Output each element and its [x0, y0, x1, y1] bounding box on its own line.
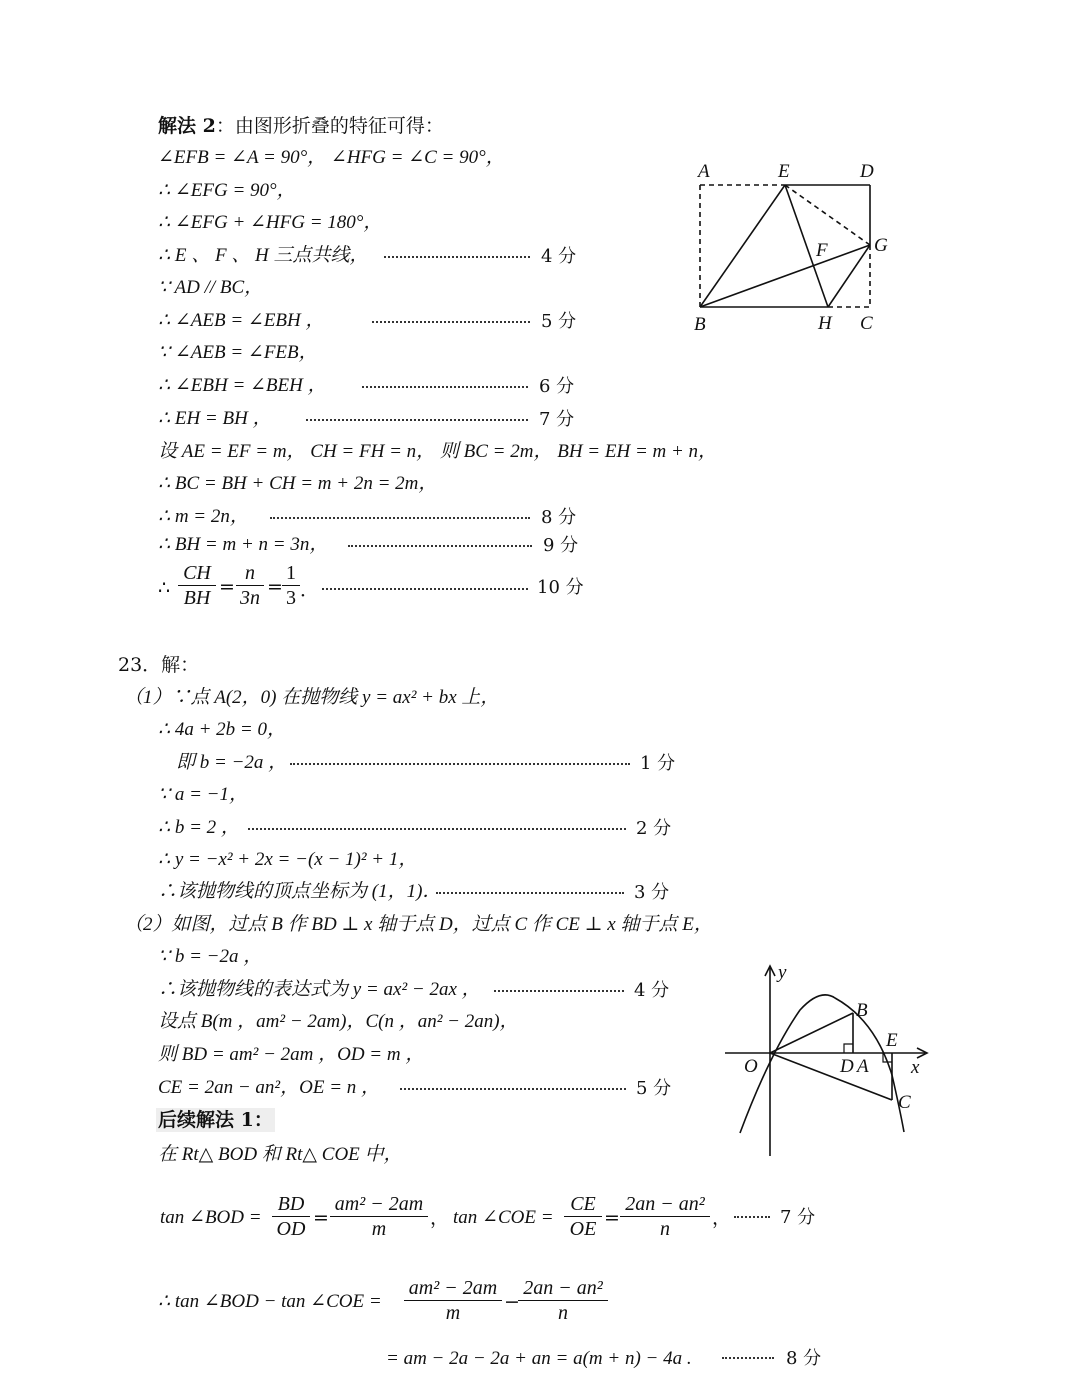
edge-be	[700, 185, 785, 307]
followup-title: 后续解法 1：	[158, 1109, 273, 1131]
q23-p2-line-3: ∴该抛物线的表达式为 y = ax² − 2ax ，	[158, 979, 481, 1000]
tan-coe-label: tan ∠COE =	[453, 1207, 554, 1228]
fraction-n-3n	[236, 561, 264, 610]
score: 5 分	[636, 1078, 672, 1099]
score: 4 分	[541, 246, 577, 267]
leader-dots	[270, 517, 530, 519]
parabola-curve	[740, 995, 904, 1133]
method2-intro: ：由图形折叠的特征可得：	[215, 115, 444, 137]
label-g: G	[874, 235, 888, 256]
final-simplification: = am − 2a − 2a + an = a(m + n) − 4a .	[386, 1348, 692, 1369]
leader-dots	[494, 990, 624, 992]
label-f: F	[816, 240, 828, 261]
leader-dots	[384, 256, 530, 258]
score: 2 分	[636, 818, 672, 839]
m2-line-2: ∴ ∠EFG = 90°，	[158, 180, 296, 201]
q23-p1-line-4: ∵ a = −1，	[158, 784, 248, 805]
q23-p1-line-7: ∴该抛物线的顶点坐标为 (1，1)．	[158, 881, 442, 902]
q23-p1-line-1: （1）∵点 A(2，0) 在抛物线 y = ax² + bx 上，	[124, 687, 500, 708]
label-a: A	[857, 1056, 869, 1077]
score: 3 分	[634, 882, 670, 903]
numerator: CE	[564, 1192, 602, 1217]
edge-hg	[828, 245, 870, 307]
fraction-bod-value	[330, 1192, 428, 1241]
label-o: O	[744, 1056, 758, 1077]
fraction-diff-1	[404, 1276, 502, 1325]
fraction-1-3	[282, 561, 300, 610]
method2-heading	[158, 114, 444, 138]
numerator: 1	[282, 561, 300, 586]
q23-header: 23．解：	[118, 654, 200, 676]
m2-line-9: ∴ EH = BH ，	[158, 408, 272, 429]
leader-dots	[248, 828, 626, 830]
label-d: D	[860, 161, 874, 182]
leader-dots	[372, 321, 530, 323]
score: 6 分	[539, 376, 575, 397]
equals: =	[604, 1207, 620, 1229]
numerator: 2an − an²	[620, 1192, 710, 1217]
score: 5 分	[541, 311, 577, 332]
leader-dots	[290, 763, 630, 765]
fraction-ch-bh	[178, 561, 216, 610]
leader-dots	[362, 386, 528, 388]
leader-dots	[734, 1216, 770, 1218]
denominator: OE	[569, 1218, 597, 1240]
denominator: BH	[183, 587, 211, 609]
denominator: n	[558, 1302, 568, 1324]
score: 1 分	[640, 753, 676, 774]
label-c: C	[898, 1092, 911, 1113]
score: 4 分	[634, 980, 670, 1001]
leader-dots	[322, 588, 528, 590]
period: ．	[300, 579, 320, 601]
q23-p2-line-5: 则 BD = am² − 2am ，OD = m ，	[158, 1044, 425, 1065]
leader-dots	[306, 419, 528, 421]
label-h: H	[818, 313, 832, 334]
numerator: am² − 2am	[404, 1276, 502, 1301]
numerator: 2an − an²	[518, 1276, 608, 1301]
m2-line-10: 设 AE = EF = m， CH = FH = n， 则 BC = 2m， BH = EH = m + n，	[158, 441, 718, 462]
numerator: am² − 2am	[330, 1192, 428, 1217]
score: 8 分	[786, 1348, 822, 1369]
equals: =	[313, 1207, 329, 1229]
leader-dots	[348, 545, 532, 547]
score: 7 分	[780, 1207, 816, 1228]
m2-line-11: ∴ BC = BH + CH = m + 2n = 2m，	[158, 473, 438, 494]
denominator: m	[371, 1218, 387, 1240]
denominator: 3	[286, 587, 296, 609]
fraction-ce-oe	[564, 1192, 602, 1241]
label-e: E	[886, 1030, 898, 1051]
q23-p1-line-2: ∴ 4a + 2b = 0，	[158, 719, 286, 740]
fraction-diff-2	[518, 1276, 608, 1325]
m2-line-1: ∠EFB = ∠A = 90°， ∠HFG = ∠C = 90°，	[158, 147, 505, 168]
equals: =	[219, 576, 235, 598]
segment-oc	[770, 1053, 892, 1100]
label-c: C	[860, 313, 873, 334]
q23-p2-line-6: CE = 2an − an²，OE = n ，	[158, 1077, 381, 1098]
m2-line-8: ∴ ∠EBH = ∠BEH ，	[158, 375, 327, 396]
figure-parabola	[720, 960, 940, 1160]
fraction-coe-value	[620, 1192, 710, 1241]
score: 10 分	[537, 577, 584, 598]
numerator: n	[236, 561, 264, 586]
m2-line-12: ∴ m = 2n，	[158, 506, 249, 527]
method2-title: 解法 2	[158, 115, 216, 137]
m2-line-13: ∴ BH = m + n = 3n，	[158, 534, 329, 555]
separator: ，	[430, 1207, 450, 1229]
fraction-bd-od	[272, 1192, 310, 1241]
label-b: B	[694, 314, 706, 335]
label-b: B	[856, 1000, 868, 1021]
equals: =	[267, 576, 283, 598]
q23-p1-line-5: ∴ b = 2 ，	[158, 817, 240, 838]
m2-line-6: ∴ ∠AEB = ∠EBH ，	[158, 310, 325, 331]
right-angle-d	[844, 1044, 853, 1053]
label-d: D	[840, 1056, 854, 1077]
m2-line-7: ∵ ∠AEB = ∠FEB，	[158, 342, 318, 363]
segment-ob	[770, 1013, 853, 1053]
minus: −	[504, 1291, 520, 1313]
q23-p1-line-6: ∴ y = −x² + 2x = −(x − 1)² + 1，	[158, 849, 418, 870]
label-x: x	[911, 1057, 920, 1078]
m2-line-5: ∵ AD // BC，	[158, 277, 264, 298]
final-prefix: ∴	[158, 577, 171, 599]
score: 7 分	[539, 409, 575, 430]
q23-p2-line-1: （2）如图，过点 B 作 BD ⊥ x 轴于点 D，过点 C 作 CE ⊥ x 轴于点 E，	[124, 914, 713, 935]
numerator: CH	[178, 561, 216, 586]
q23-p2-line-4: 设点 B(m ，am² − 2am)，C(n ，an² − 2an)，	[158, 1011, 519, 1032]
score: 8 分	[541, 507, 577, 528]
followup-intro: 在 Rt△ BOD 和 Rt△ COE 中，	[158, 1144, 403, 1165]
figure-folded-rectangle	[680, 150, 910, 340]
label-y: y	[778, 962, 787, 983]
edge-eg	[785, 185, 870, 245]
leader-dots	[400, 1088, 626, 1090]
label-a: A	[698, 161, 710, 182]
leader-dots	[436, 892, 624, 894]
m2-line-4: ∴ E 、 F 、 H 三点共线，	[158, 245, 369, 266]
score: 9 分	[543, 535, 579, 556]
leader-dots	[722, 1357, 774, 1359]
edge-bg	[700, 245, 870, 307]
denominator: n	[660, 1218, 670, 1240]
diff-label: ∴ tan ∠BOD − tan ∠COE =	[158, 1291, 382, 1312]
q23-p2-line-2: ∵ b = −2a ，	[158, 946, 263, 967]
m2-line-3: ∴ ∠EFG + ∠HFG = 180°，	[158, 212, 383, 233]
tan-bod-label: tan ∠BOD =	[160, 1207, 262, 1228]
denominator: m	[445, 1302, 461, 1324]
denominator: OD	[276, 1218, 306, 1240]
q23-p1-line-3: 即 b = −2a ，	[176, 752, 288, 773]
denominator: 3n	[240, 587, 260, 609]
label-e: E	[778, 161, 790, 182]
separator: ，	[712, 1207, 732, 1229]
numerator: BD	[272, 1192, 310, 1217]
